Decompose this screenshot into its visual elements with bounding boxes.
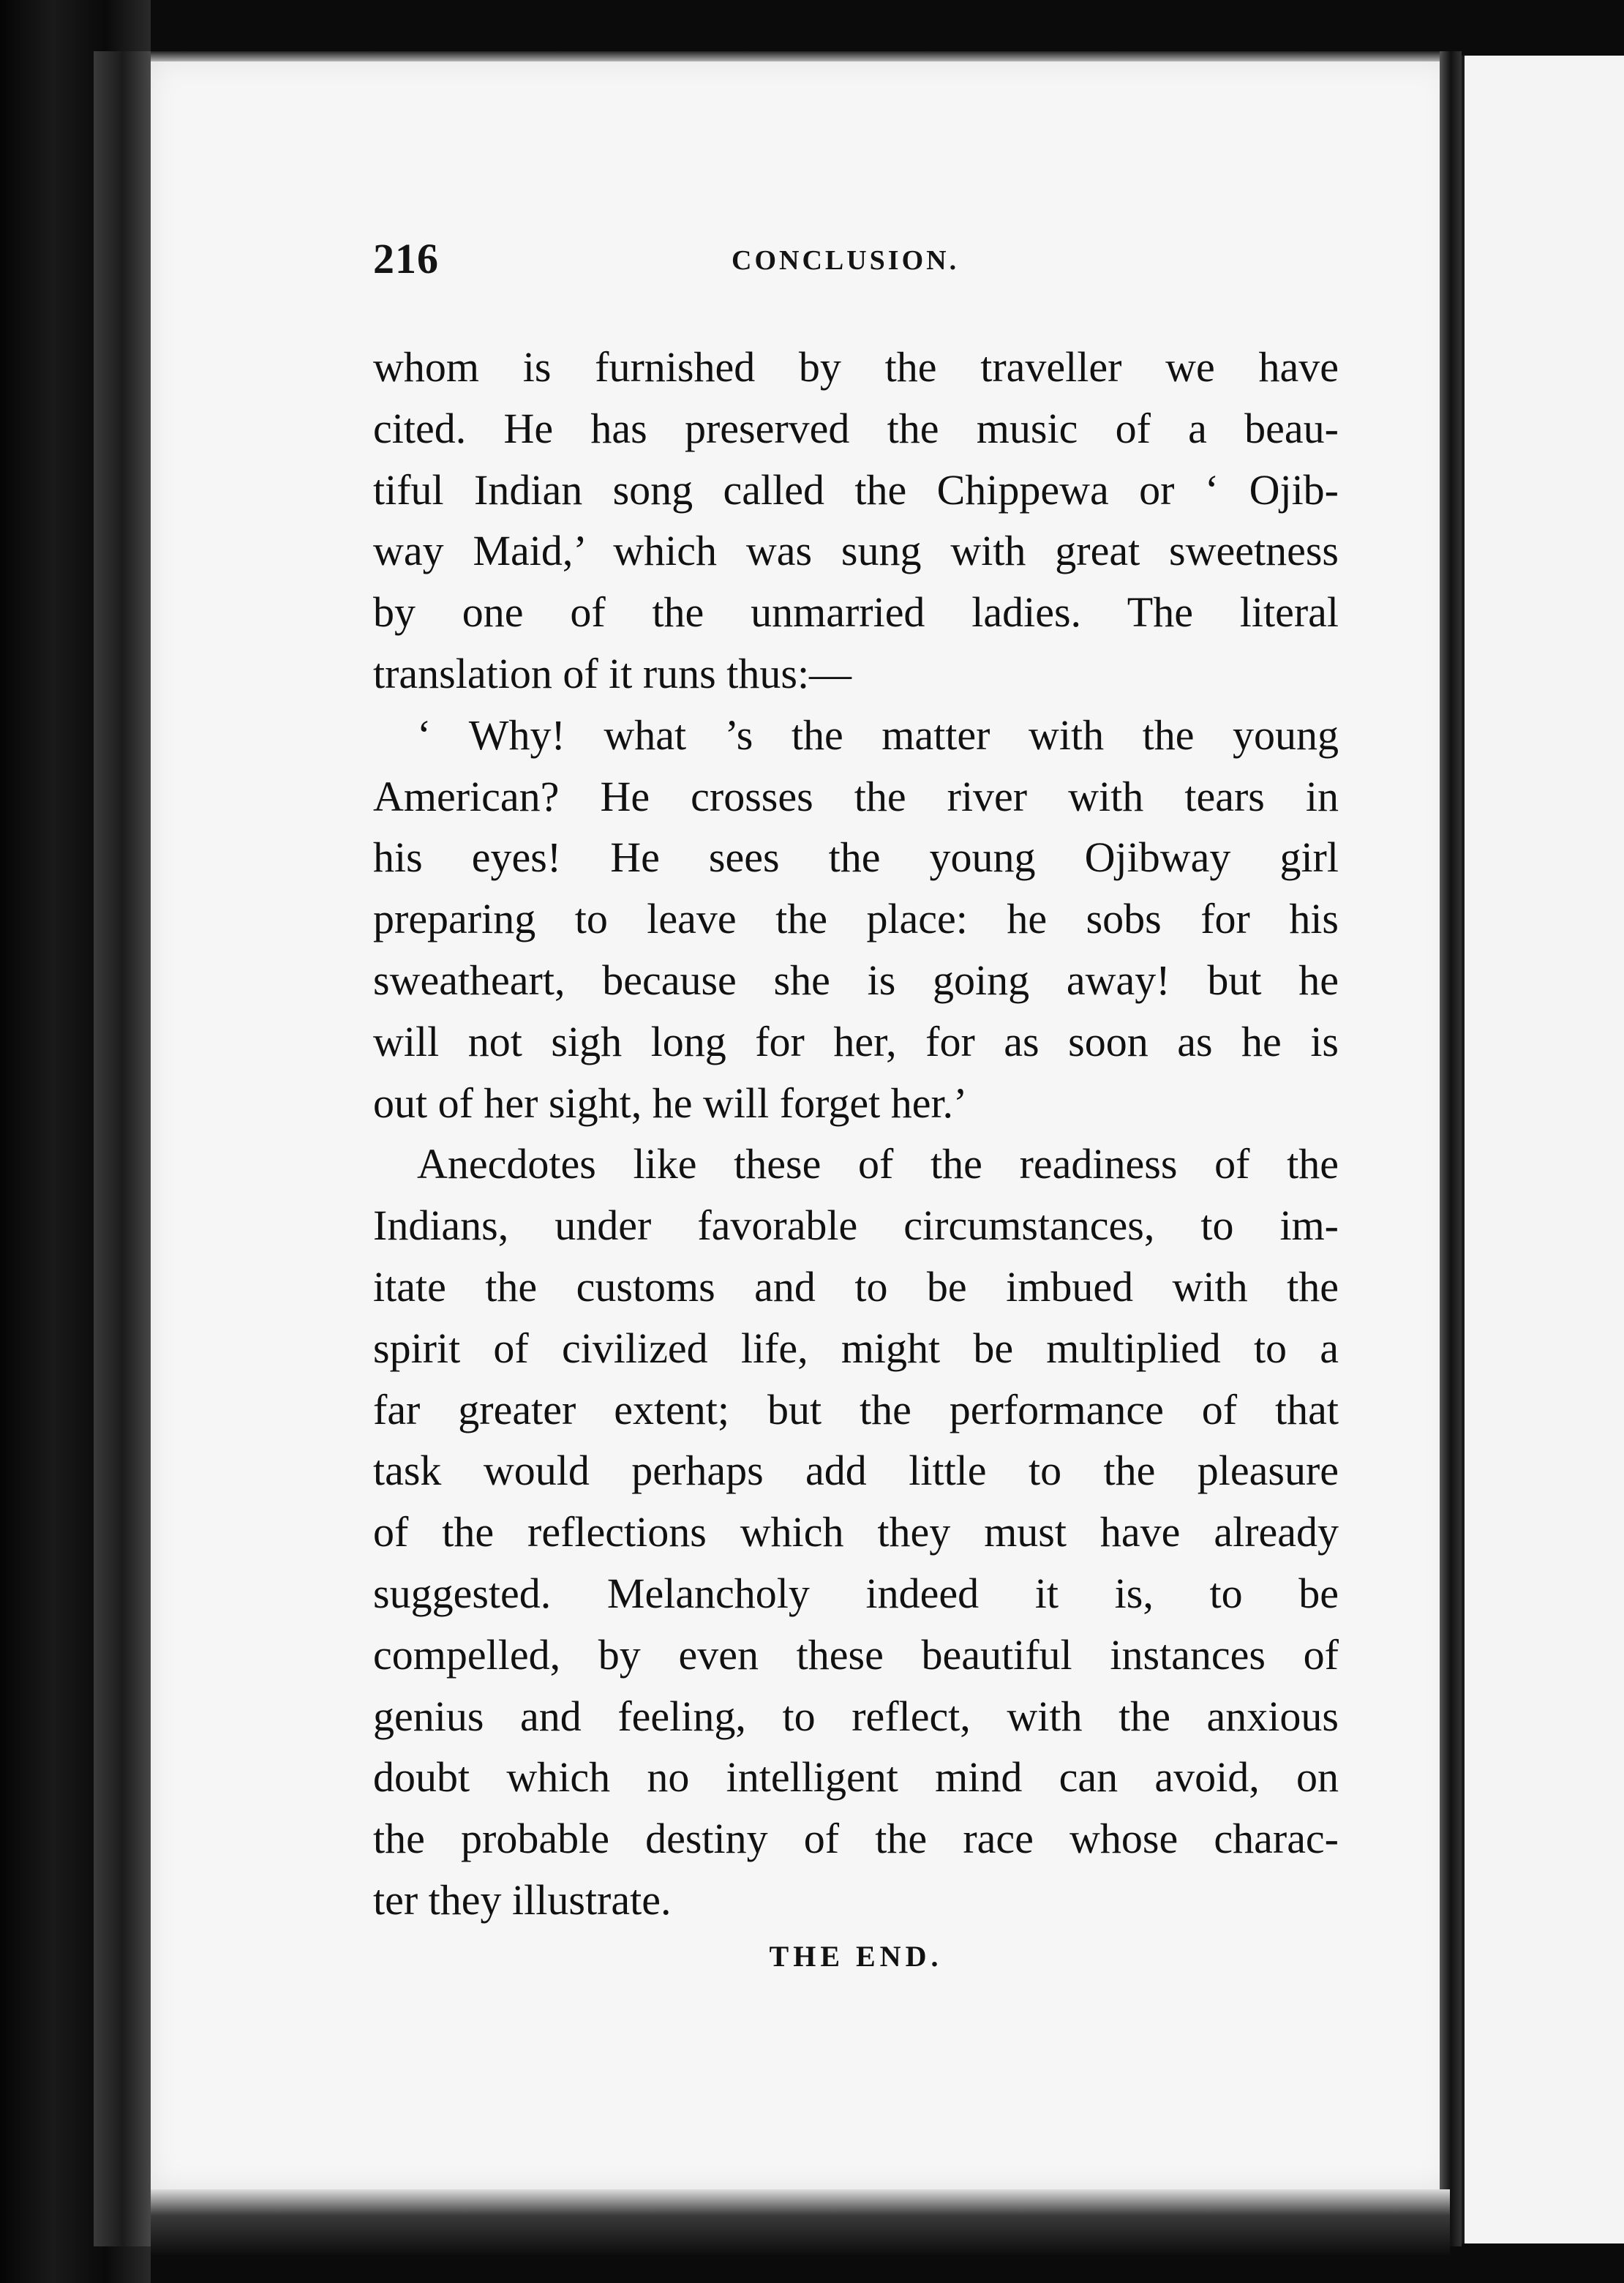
text-line: task would perhaps add little to the pleasure xyxy=(373,1447,1339,1495)
text-line: ‘ Why! what ’s the matter with the young xyxy=(417,711,1339,759)
text-line: cited. He has preserved the music of a beau- xyxy=(373,404,1339,452)
paragraph xyxy=(373,337,1339,705)
text-line: itate the customs and to be imbued with the xyxy=(373,1262,1339,1311)
text-line: by one of the unmarried ladies. The literal xyxy=(373,588,1339,637)
text-line: tiful Indian song called the Chippewa or ‘ Ojib- xyxy=(373,465,1339,514)
page-number: 216 xyxy=(373,235,439,282)
the-end-heading: THE END. xyxy=(769,1940,943,1973)
text-line: compelled, by even these beautiful instances of xyxy=(373,1630,1339,1679)
text-line: translation of it runs thus:— xyxy=(373,649,852,697)
text-line: ter they illustrate. xyxy=(373,1875,672,1924)
text-line: Indians, under favorable circumstances, to im- xyxy=(373,1202,1339,1250)
body-text xyxy=(373,337,1339,1931)
text-line: of the reflections which they must have already xyxy=(373,1508,1339,1556)
text-line: doubt which no intelligent mind can avoid, on xyxy=(373,1753,1339,1802)
page-header xyxy=(373,234,1339,300)
paragraph xyxy=(373,1133,1339,1930)
text-line: suggested. Melancholy indeed it is, to be xyxy=(373,1569,1339,1617)
paragraph xyxy=(373,705,1339,1134)
text-line: preparing to leave the place: he sobs for his xyxy=(373,895,1339,943)
text-line: way Maid,’ which was sung with great sweetness xyxy=(373,527,1339,575)
text-line: the probable destiny of the race whose charac- xyxy=(373,1815,1339,1863)
book-spine xyxy=(94,51,152,2246)
text-line: his eyes! He sees the young Ojibway girl xyxy=(373,833,1339,882)
page-gutter xyxy=(1440,51,1462,2246)
text-line: whom is furnished by the traveller we have xyxy=(373,343,1339,391)
text-line: will not sigh long for her, for as soon as he is xyxy=(373,1017,1339,1065)
text-line: American? He crosses the river with tears in xyxy=(373,772,1339,820)
scan-bottom-border xyxy=(151,2189,1450,2255)
text-line: spirit of civilized life, might be multiplied to a xyxy=(373,1324,1339,1372)
text-line: genius and feeling, to reflect, with the anxious xyxy=(373,1692,1339,1740)
text-line: far greater extent; but the performance of that xyxy=(373,1385,1339,1433)
text-line: sweatheart, because she is going away! but he xyxy=(373,956,1339,1004)
running-head: CONCLUSION. xyxy=(732,245,960,276)
next-page-edge xyxy=(1462,56,1624,2243)
text-line: out of her sight, he will forget her.’ xyxy=(373,1079,968,1127)
text-line: Anecdotes like these of the readiness of the xyxy=(417,1140,1339,1188)
